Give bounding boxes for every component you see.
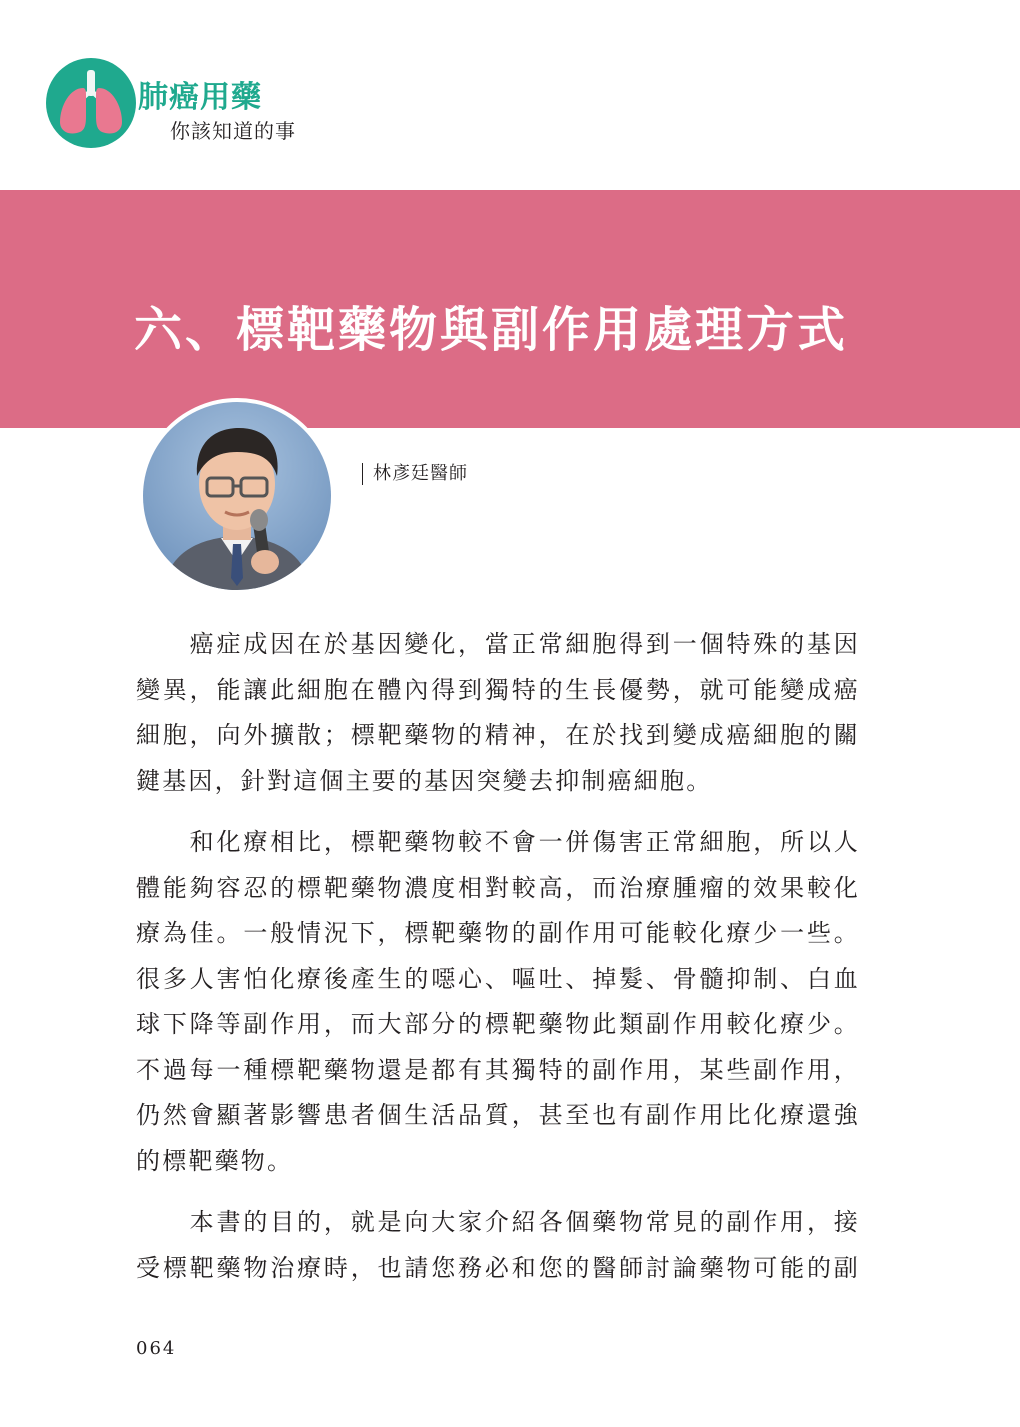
author-name: 林彥廷醫師 [362, 463, 468, 485]
text-line: 仍然會顯著影響患者個生活品質，甚至也有副作用比化療還強 [136, 1101, 860, 1129]
text-line: 受標靶藥物治療時，也請您務必和您的醫師討論藥物可能的副 [136, 1253, 860, 1282]
text-line: 變異，能讓此細胞在體內得到獨特的生長優勢，就可能變成癌 [136, 675, 860, 704]
brand-subtitle: 你該知道的事 [170, 119, 296, 143]
text-line: 療為佳。一般情況下，標靶藥物的副作用可能較化療少一些。 [136, 919, 860, 947]
text-line: 不過每一種標靶藥物還是都有其獨特的副作用，某些副作用， [136, 1055, 860, 1084]
text-line: 體能夠容忍的標靶藥物濃度相對較高，而治療腫瘤的效果較化 [136, 873, 860, 902]
text-line: 鍵基因，針對這個主要的基因突變去抑制癌細胞。 [136, 766, 713, 795]
text-line: 癌症成因在於基因變化，當正常細胞得到一個特殊的基因 [136, 630, 860, 658]
text-line: 和化療相比，標靶藥物較不會一併傷害正常細胞，所以人 [136, 828, 860, 856]
brand-title: 肺癌用藥 [138, 80, 262, 115]
text-line: 細胞，向外擴散；標靶藥物的精神，在於找到變成癌細胞的關 [136, 721, 860, 749]
author-photo-icon [143, 402, 331, 590]
chapter-title: 六、標靶藥物與副作用處理方式 [134, 302, 849, 358]
lungs-icon [46, 58, 136, 148]
paragraph-2 [136, 820, 860, 1184]
text-line: 的標靶藥物。 [136, 1146, 294, 1175]
paragraph-1 [136, 622, 860, 804]
page-number: 064 [136, 1338, 177, 1359]
author-photo [139, 398, 335, 594]
paragraph-3 [136, 1200, 860, 1291]
lungs-logo [46, 58, 136, 148]
text-line: 本書的目的，就是向大家介紹各個藥物常見的副作用，接 [136, 1208, 860, 1236]
body-text [136, 622, 860, 1307]
text-line: 很多人害怕化療後產生的噁心、嘔吐、掉髮、骨髓抑制、白血 [136, 964, 860, 993]
text-line: 球下降等副作用，而大部分的標靶藥物此類副作用較化療少。 [136, 1010, 860, 1038]
